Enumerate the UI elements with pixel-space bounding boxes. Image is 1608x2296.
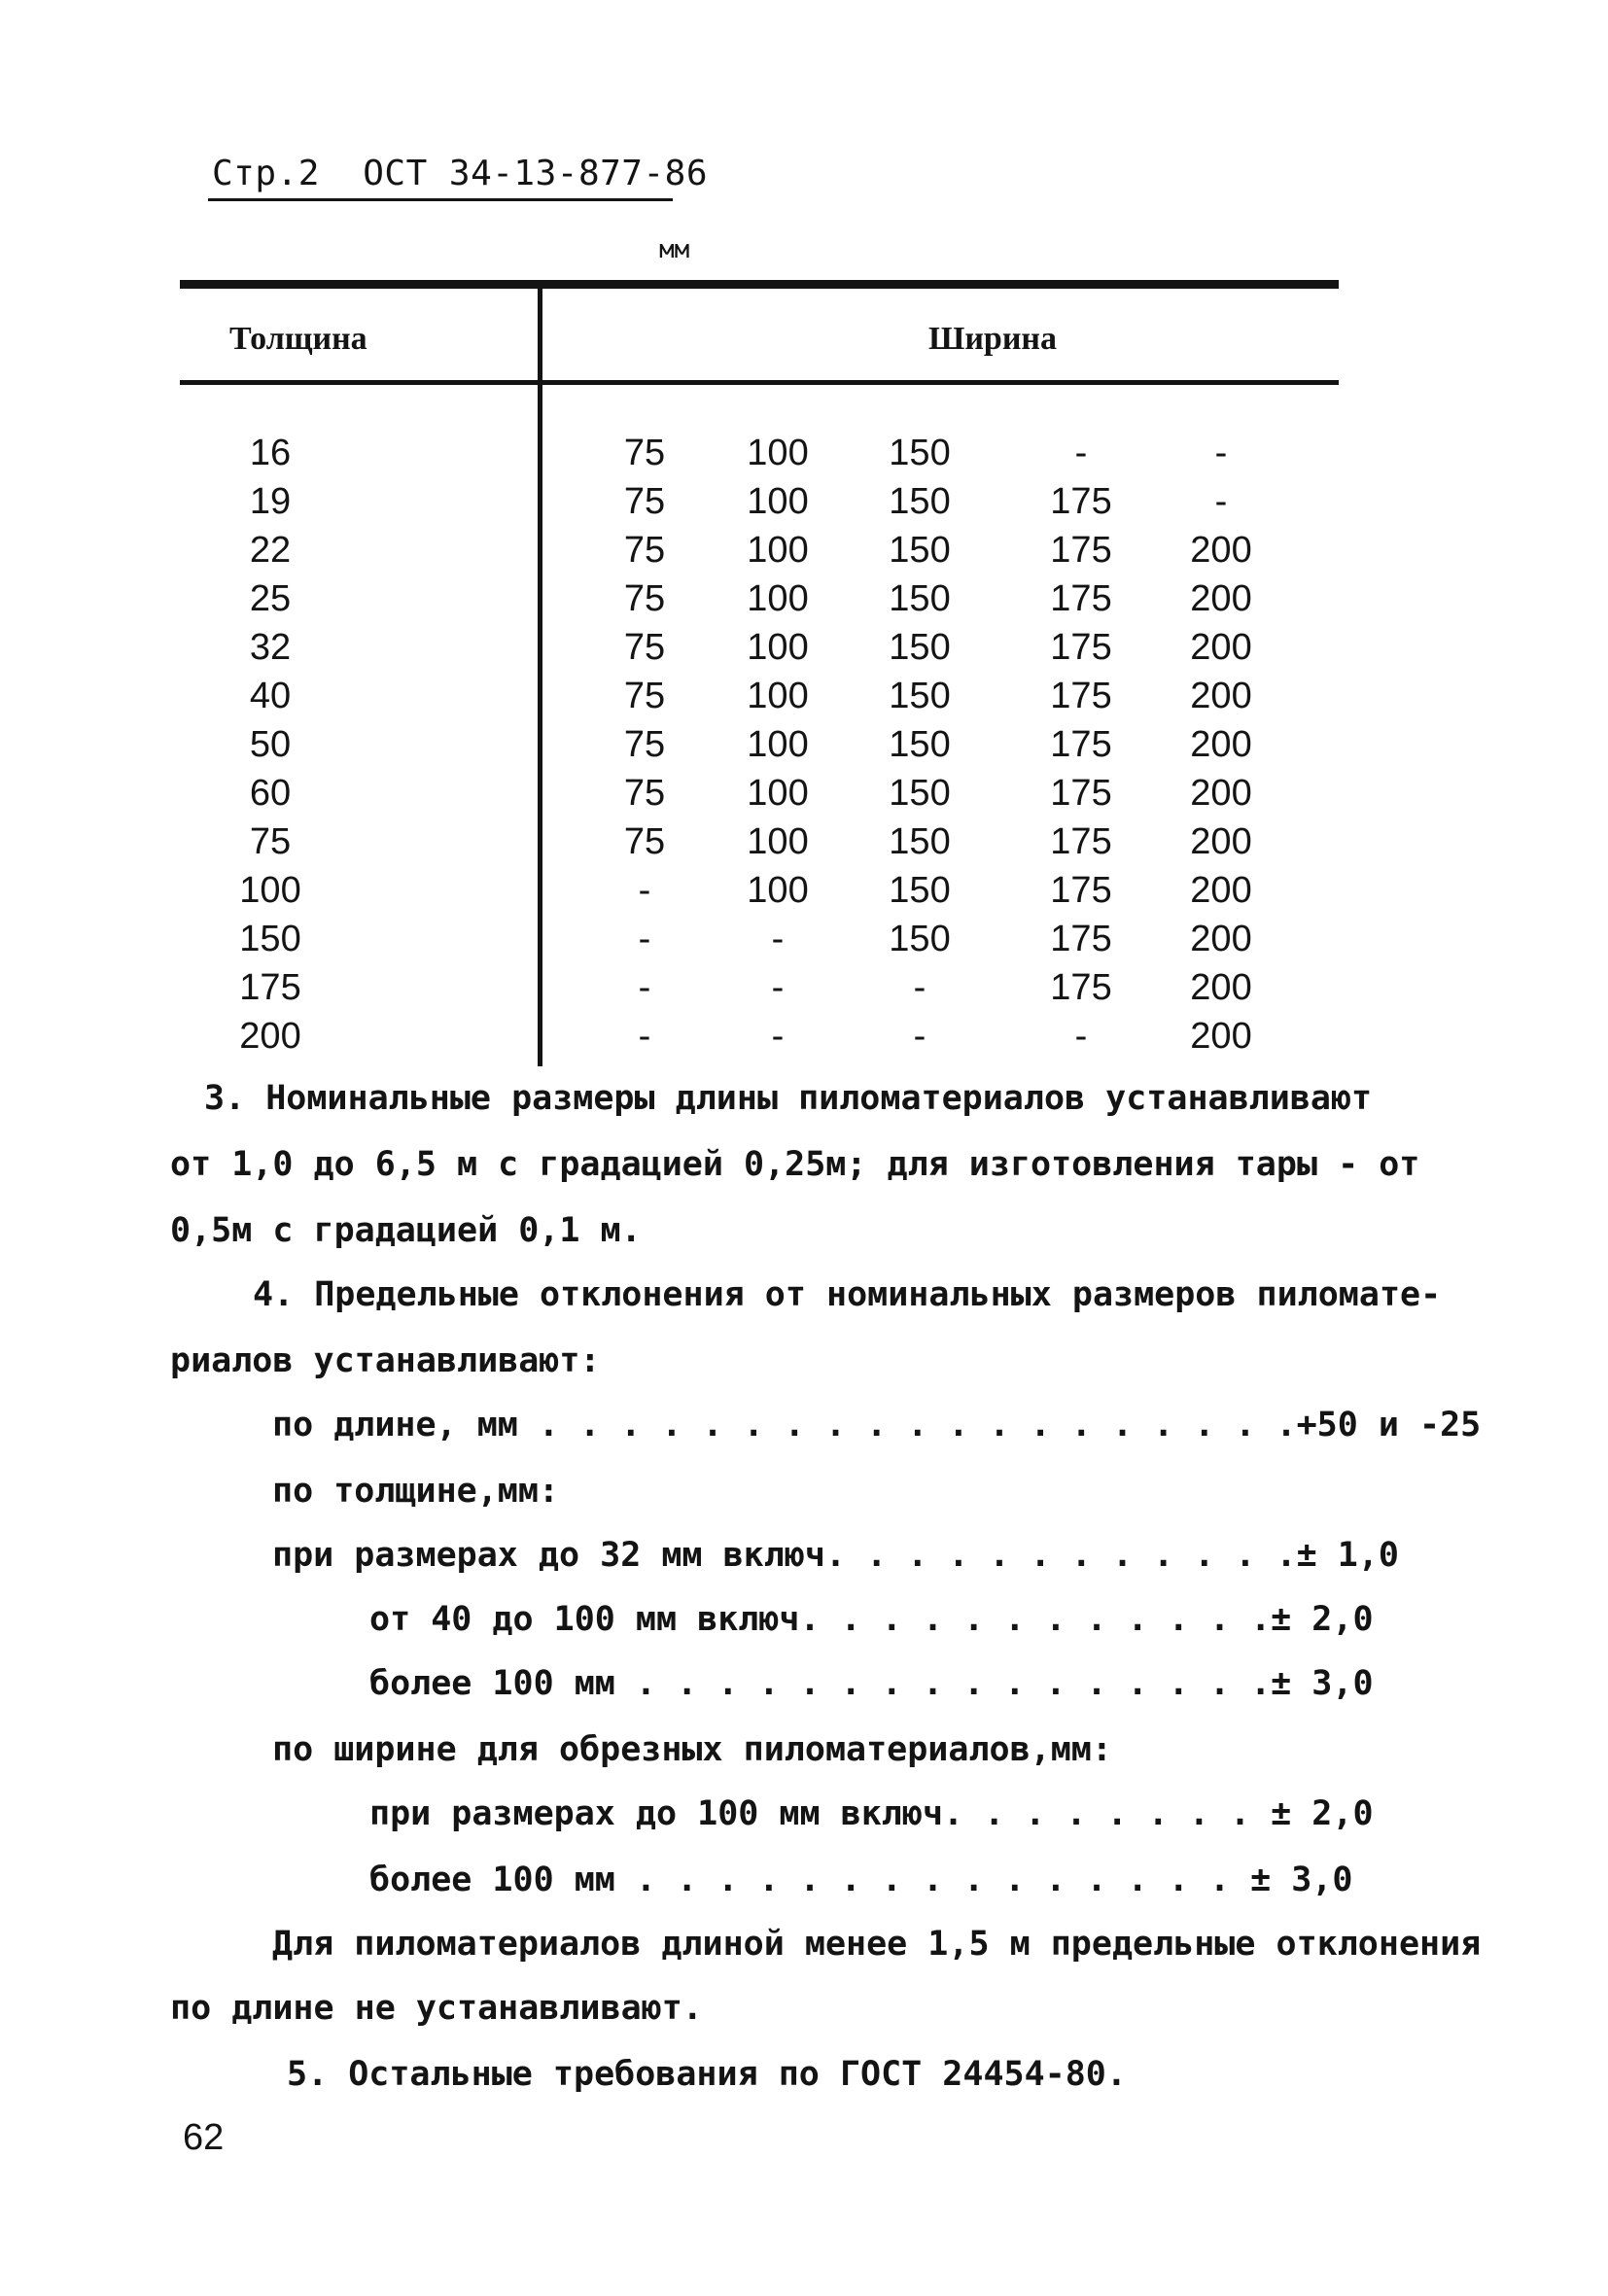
width-cell: 100 (747, 481, 809, 522)
table-top-rule (180, 280, 1339, 289)
paragraph-3-line-3: 0,5м с градацией 0,1 м. (170, 1211, 642, 1250)
width-cell: 175 (1050, 870, 1112, 911)
thickness-cell: 40 (249, 676, 292, 716)
width-cell: 150 (889, 530, 951, 571)
width-cell: 100 (747, 724, 809, 765)
width-cell: - (1214, 481, 1228, 522)
width-cell: 175 (1050, 919, 1112, 959)
width-cell: - (1074, 433, 1088, 473)
table-column-divider (538, 284, 542, 1066)
width-cell: - (638, 919, 651, 959)
width-cell: 200 (1190, 919, 1252, 959)
width-cell: - (913, 1016, 926, 1057)
width-cell: - (771, 1016, 785, 1057)
thickness-cell: 100 (239, 870, 301, 911)
width-cell: 175 (1050, 578, 1112, 619)
width-cell: 150 (889, 724, 951, 765)
thickness-cell: 19 (249, 481, 292, 522)
width-cell: 100 (747, 870, 809, 911)
tolerance-width-over-100: более 100 мм . . . . . . . . . . . . . . . ± 3,0 (369, 1861, 1353, 1899)
width-cell: 150 (889, 627, 951, 668)
width-cell: 175 (1050, 967, 1112, 1008)
width-cell: 100 (747, 578, 809, 619)
width-cell: 200 (1190, 627, 1252, 668)
page-number: 62 (183, 2117, 225, 2158)
width-cell: 200 (1190, 530, 1252, 571)
width-cell: 200 (1190, 724, 1252, 765)
width-cell: 175 (1050, 821, 1112, 862)
tolerance-width-up-to-100: при размерах до 100 мм включ. . . . . . . . ± 2,0 (369, 1794, 1374, 1833)
width-cell: 150 (889, 676, 951, 716)
thickness-cell: 150 (239, 919, 301, 959)
thickness-cell: 25 (249, 578, 292, 619)
width-cell: 100 (747, 676, 809, 716)
width-cell: - (638, 967, 651, 1008)
width-cell: 150 (889, 773, 951, 814)
tolerance-length: по длине, мм . . . . . . . . . . . . . . . . . . .+50 и -25 (272, 1406, 1482, 1444)
width-cell: 150 (889, 433, 951, 473)
width-cell: 75 (623, 433, 666, 473)
note-line-1: Для пиломатериалов длиной менее 1,5 м предельные отклонения (272, 1925, 1482, 1964)
width-cell: 100 (747, 627, 809, 668)
thickness-cell: 16 (249, 433, 292, 473)
width-cell: 200 (1190, 578, 1252, 619)
page-header: Стр.2 ОСТ 34-13-877-86 (212, 154, 708, 193)
width-cell: 75 (623, 724, 666, 765)
width-cell: - (913, 967, 926, 1008)
column-header-width: Ширина (928, 321, 1058, 357)
width-cell: 150 (889, 919, 951, 959)
width-cell: 200 (1190, 967, 1252, 1008)
thickness-cell: 75 (249, 821, 292, 862)
thickness-cell: 175 (239, 967, 301, 1008)
width-cell: 175 (1050, 676, 1112, 716)
paragraph-5: 5. Остальные требования по ГОСТ 24454-80. (287, 2055, 1127, 2094)
paragraph-4-line-2: риалов устанавливают: (170, 1341, 601, 1380)
table-unit: мм (659, 235, 690, 264)
width-cell: 75 (623, 627, 666, 668)
table-header-rule (180, 380, 1339, 385)
paragraph-3-line-2: от 1,0 до 6,5 м с градацией 0,25м; для изготовления тары - от (170, 1145, 1420, 1184)
width-cell: 100 (747, 821, 809, 862)
thickness-cell: 60 (249, 773, 292, 814)
width-cell: 150 (889, 870, 951, 911)
note-line-2: по длине не устанавливают. (170, 1989, 703, 2028)
width-cell: 150 (889, 578, 951, 619)
width-cell: 75 (623, 676, 666, 716)
thickness-cell: 50 (249, 724, 292, 765)
width-cell: 100 (747, 433, 809, 473)
width-cell: - (1074, 1016, 1088, 1057)
tolerance-thickness-up-to-32: при размерах до 32 мм включ. . . . . . . . . . . .± 1,0 (272, 1536, 1399, 1575)
width-cell: 175 (1050, 481, 1112, 522)
tolerance-thickness-over-100: более 100 мм . . . . . . . . . . . . . . . .± 3,0 (369, 1664, 1374, 1703)
width-cell: 175 (1050, 627, 1112, 668)
width-cell: 175 (1050, 773, 1112, 814)
tolerance-thickness-heading: по толщине,мм: (272, 1472, 560, 1511)
thickness-cell: 22 (249, 530, 292, 571)
width-cell: 200 (1190, 676, 1252, 716)
header-underline (208, 198, 673, 201)
thickness-cell: 200 (239, 1016, 301, 1057)
width-cell: - (771, 919, 785, 959)
width-cell: 75 (623, 481, 666, 522)
width-cell: - (771, 967, 785, 1008)
width-cell: 200 (1190, 1016, 1252, 1057)
width-cell: 200 (1190, 821, 1252, 862)
thickness-cell: 32 (249, 627, 292, 668)
width-cell: - (638, 1016, 651, 1057)
column-header-thickness: Толщина (229, 321, 367, 357)
width-cell: - (1214, 433, 1228, 473)
width-cell: 75 (623, 821, 666, 862)
paragraph-4-line-1: 4. Предельные отклонения от номинальных размеров пиломате- (253, 1275, 1442, 1314)
tolerance-thickness-40-to-100: от 40 до 100 мм включ. . . . . . . . . . . .± 2,0 (369, 1600, 1374, 1639)
width-cell: 200 (1190, 773, 1252, 814)
width-cell: 200 (1190, 870, 1252, 911)
width-cell: 175 (1050, 724, 1112, 765)
tolerance-width-heading: по ширине для обрезных пиломатериалов,мм: (272, 1730, 1112, 1769)
width-cell: 150 (889, 481, 951, 522)
width-cell: 75 (623, 773, 666, 814)
width-cell: 150 (889, 821, 951, 862)
width-cell: 175 (1050, 530, 1112, 571)
width-cell: 100 (747, 773, 809, 814)
width-cell: 100 (747, 530, 809, 571)
paragraph-3-line-1: 3. Номинальные размеры длины пиломатериалов устанавливают (204, 1079, 1373, 1118)
width-cell: 75 (623, 578, 666, 619)
width-cell: 75 (623, 530, 666, 571)
width-cell: - (638, 870, 651, 911)
